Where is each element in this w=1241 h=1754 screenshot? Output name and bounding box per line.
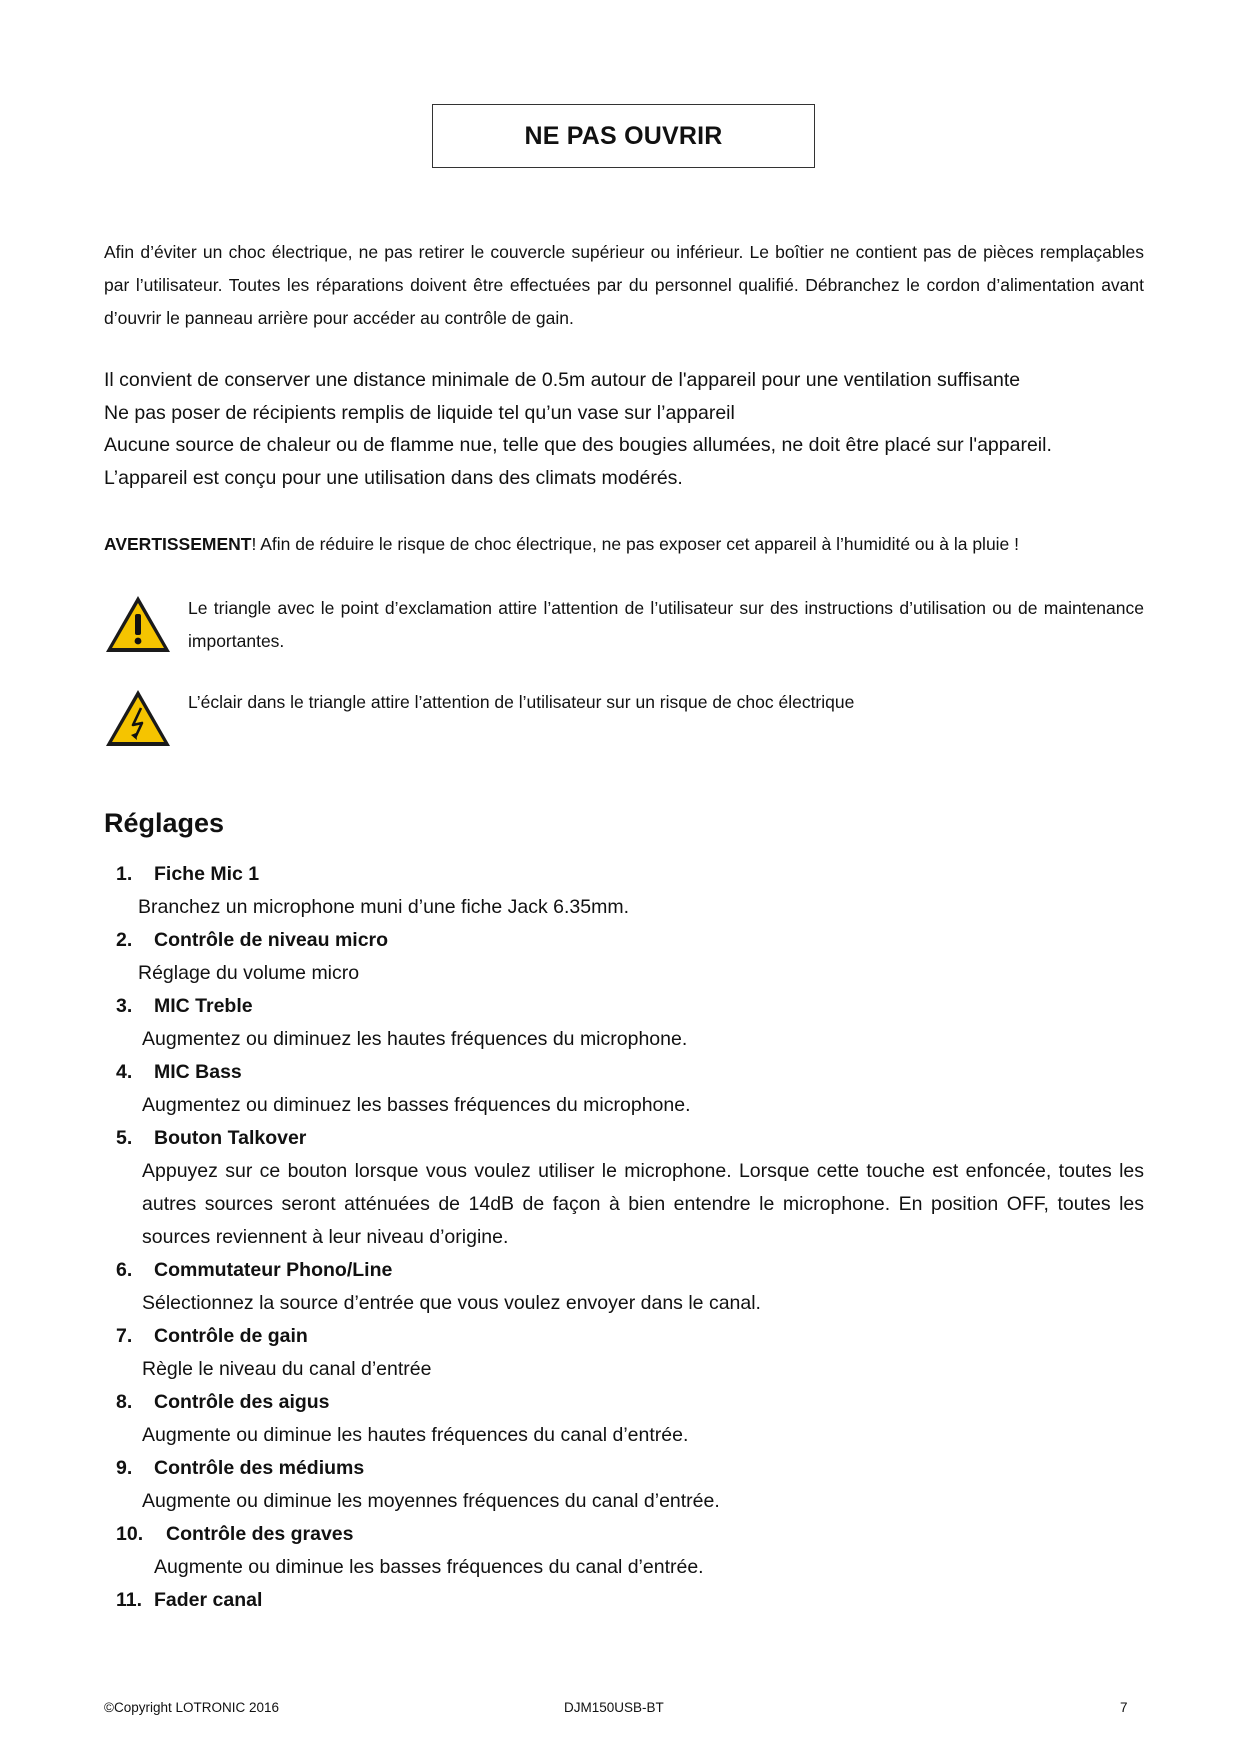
lightning-triangle-icon [104,688,172,748]
intro-paragraph: Afin d’éviter un choc électrique, ne pas retirer le couvercle supérieur ou inférieur. Le boîtier ne contient pas de pièces remplaçables par l’utilisateur. Toutes les réparations doivent être effectuées par du personnel qualifié. Débranchez le cordon d’alimentation avant d’ouvrir le panneau arrière pour accéder au contrôle de gain. [104,242,1144,328]
item-description: Réglage du volume micro [138,962,360,984]
list-item [104,1452,1144,1518]
list-item [104,858,1144,924]
safety-line: Ne pas poser de récipients remplis de liquide tel qu’un vase sur l’appareil [104,401,735,424]
item-number: 9. [116,1457,133,1479]
list-item [104,1386,1144,1452]
item-number: 11. [116,1589,143,1611]
exclamation-symbol-text: Le triangle avec le point d’exclamation attire l’attention de l’utilisateur sur des instructions d’utilisation ou de maintenance importantes. [188,598,1144,651]
item-description: Augmente ou diminue les hautes fréquences du canal d’entrée. [142,1424,689,1446]
list-item [104,1122,1144,1254]
item-title: Fiche Mic 1 [154,863,260,885]
list-item [104,1518,1144,1584]
warning-text: ! Afin de réduire le risque de choc électrique, ne pas exposer cet appareil à l’humidité ou à la pluie ! [251,534,1020,554]
section-title: Réglages [104,808,225,838]
safety-line: Il convient de conserver une distance minimale de 0.5m autour de l'appareil pour une ventilation suffisante [104,369,1021,391]
item-title: MIC Bass [154,1061,242,1083]
warning-line [104,530,1144,558]
item-title: Contrôle de gain [154,1325,308,1347]
safety-line: L’appareil est conçu pour une utilisation dans des climats modérés. [104,466,683,489]
item-number: 6. [116,1259,133,1281]
item-description: Augmente ou diminue les basses fréquences du canal d’entrée. [154,1556,704,1578]
footer-model: DJM150USB-BT [564,1700,664,1715]
lightning-symbol-text: L’éclair dans le triangle attire l’attention de l’utilisateur sur un risque de choc électrique [188,692,855,712]
footer-page-number: 7 [1120,1700,1128,1715]
exclamation-symbol-row [104,594,1144,662]
item-number: 8. [116,1391,133,1413]
list-item [104,1056,1144,1122]
list-item [104,1320,1144,1386]
list-item [104,1254,1144,1320]
safety-line: Aucune source de chaleur ou de flamme nue, telle que des bougies allumées, ne doit être placé sur l'appareil. [104,434,1052,456]
safety-block [104,364,1144,494]
item-number: 3. [116,995,133,1017]
item-title: Contrôle des médiums [154,1457,365,1479]
item-number: 10. [116,1523,144,1545]
item-description: Augmente ou diminue les moyennes fréquences du canal d’entrée. [142,1490,720,1512]
item-number: 5. [116,1127,133,1149]
item-description: Appuyez sur ce bouton lorsque vous voulez utiliser le microphone. Lorsque cette touche est enfoncée, toutes les autres sources seront atténuées de 14dB de façon à bien entendre le microphone. En position OFF, toutes les sources reviennent à leur niveau d’origine. [142,1160,1144,1248]
page-title-box [432,104,815,168]
item-title: Fader canal [154,1589,263,1611]
item-number: 2. [116,929,133,951]
warning-triangle-icon [104,594,172,654]
lightning-symbol-row [104,688,1144,750]
list-item [104,924,1144,990]
item-number: 1. [116,863,133,885]
page-title: NE PAS OUVRIR [524,121,723,150]
item-title: Contrôle des aigus [154,1391,330,1413]
item-title: Bouton Talkover [154,1127,307,1149]
item-description: Branchez un microphone muni d’une fiche Jack 6.35mm. [138,896,630,918]
warning-label: AVERTISSEMENT [104,534,252,554]
list-item [104,1584,1144,1617]
settings-list [104,858,1144,1617]
list-item [104,990,1144,1056]
item-number: 7. [116,1325,133,1347]
item-description: Augmentez ou diminuez les basses fréquences du microphone. [142,1094,691,1116]
item-title: Commutateur Phono/Line [154,1259,393,1281]
item-description: Règle le niveau du canal d’entrée [142,1358,432,1380]
item-description: Sélectionnez la source d’entrée que vous voulez envoyer dans le canal. [142,1292,761,1314]
item-title: Contrôle des graves [166,1523,354,1545]
item-title: MIC Treble [154,995,253,1017]
item-title: Contrôle de niveau micro [154,929,389,951]
footer-copyright: ©Copyright LOTRONIC 2016 [104,1700,280,1715]
item-description: Augmentez ou diminuez les hautes fréquences du microphone. [142,1028,688,1050]
item-number: 4. [116,1061,133,1083]
